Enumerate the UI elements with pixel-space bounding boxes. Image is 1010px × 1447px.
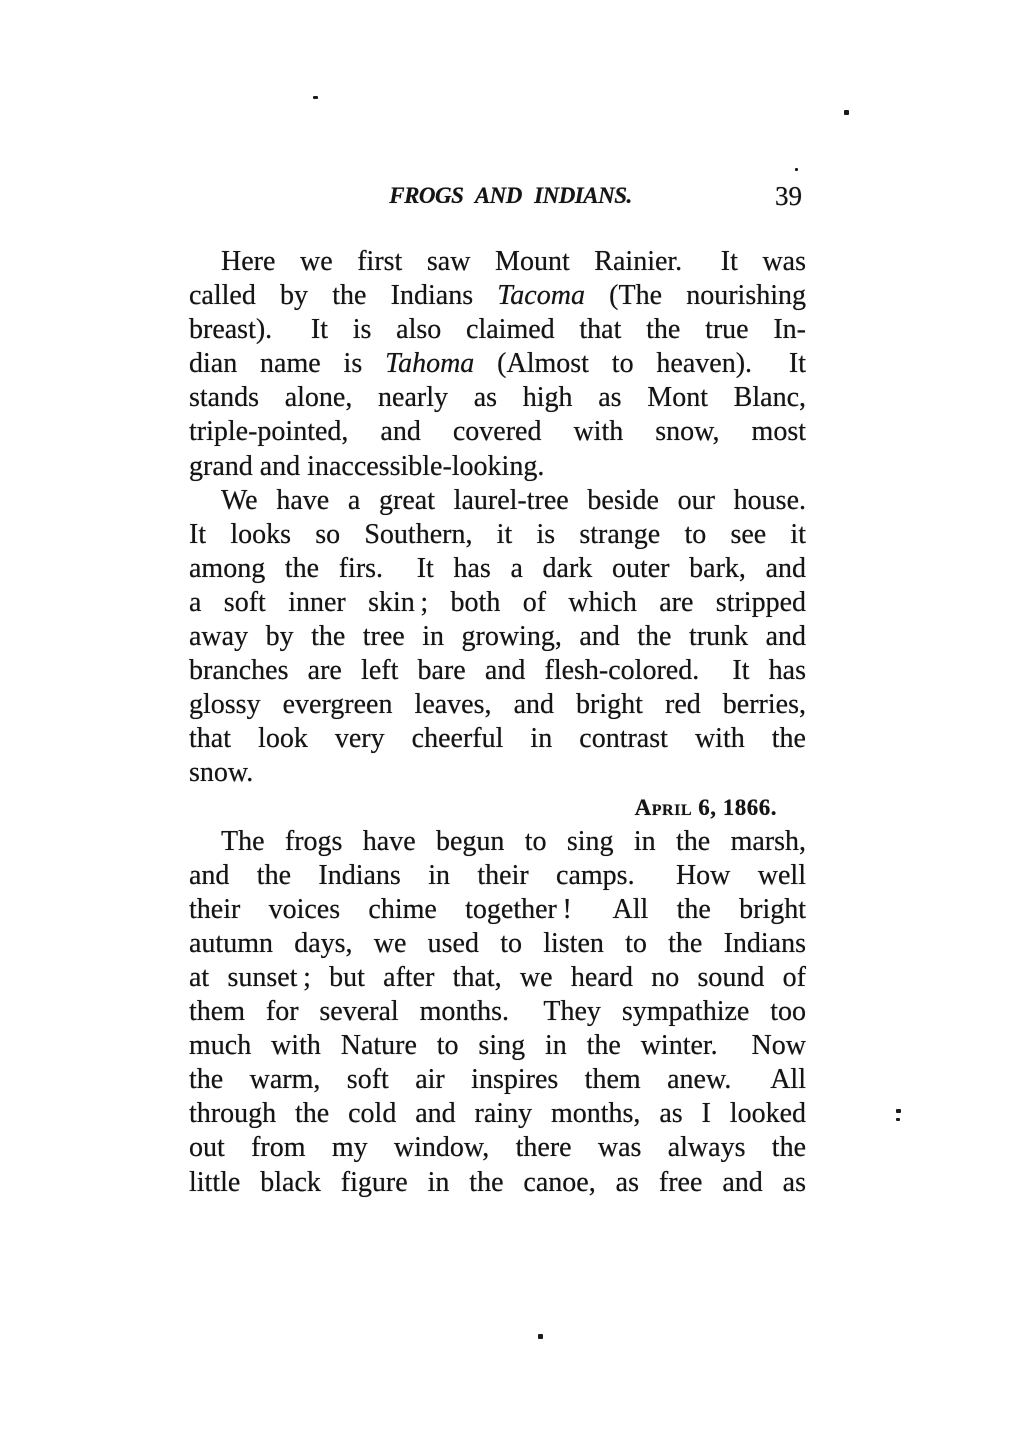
scan-speck bbox=[538, 1334, 543, 1339]
text-line: them for several months. They sympathize too bbox=[189, 996, 806, 1028]
text-line: Here we first saw Mount Rainier. It was bbox=[221, 246, 806, 277]
text-line: their voices chime together ! All the bright bbox=[189, 893, 806, 925]
text-line: that look very cheerful in contrast with the bbox=[189, 723, 806, 755]
text-line: a soft inner skin ; both of which are stripped bbox=[189, 586, 806, 618]
text-block bbox=[189, 245, 806, 1200]
date-heading: April 6, 1866. bbox=[634, 794, 777, 820]
text-line: It looks so Southern, it is strange to see it bbox=[189, 518, 806, 550]
running-head bbox=[189, 183, 806, 217]
scan-speck bbox=[896, 1109, 901, 1113]
text-line: at sunset ; but after that, we heard no sound of bbox=[189, 961, 806, 993]
text-line: triple-pointed, and covered with snow, most bbox=[189, 416, 806, 448]
text-line: We have a great laurel-tree beside our house. bbox=[221, 484, 806, 516]
text-line: autumn days, we used to listen to the Indians bbox=[189, 927, 806, 959]
text-line: among the firs. It has a dark outer bark, and bbox=[189, 552, 806, 584]
text-line: through the cold and rainy months, as I looked bbox=[189, 1098, 806, 1130]
text-line: dian name is Tahoma (Almost to heaven). It bbox=[189, 348, 806, 380]
running-title: FROGS AND INDIANS. bbox=[389, 183, 632, 208]
text-line: and the Indians in their camps. How well bbox=[189, 859, 806, 891]
text-line: called by the Indians Tacoma (The nourishing bbox=[189, 280, 806, 312]
text-line: breast). It is also claimed that the true In- bbox=[189, 314, 806, 346]
scan-speck bbox=[844, 110, 849, 115]
text-line: glossy evergreen leaves, and bright red berries, bbox=[189, 689, 806, 721]
text-line: branches are left bare and flesh-colored. It has bbox=[189, 655, 806, 687]
page-number: 39 bbox=[775, 181, 802, 211]
text-line: little black figure in the canoe, as free and as bbox=[189, 1166, 806, 1198]
text-line: out from my window, there was always the bbox=[189, 1132, 806, 1164]
text-line: The frogs have begun to sing in the marsh, bbox=[221, 825, 806, 857]
text-line: the warm, soft air inspires them anew. All bbox=[189, 1064, 806, 1096]
text-line: much with Nature to sing in the winter. Now bbox=[189, 1030, 806, 1062]
scan-speck bbox=[795, 168, 798, 171]
text-line: stands alone, nearly as high as Mont Blanc, bbox=[189, 382, 806, 414]
text-line: snow. bbox=[189, 757, 254, 789]
scan-speck bbox=[313, 96, 318, 99]
scan-speck bbox=[896, 1118, 900, 1121]
text-line: grand and inaccessible-looking. bbox=[189, 450, 545, 482]
text-line: away by the tree in growing, and the trunk and bbox=[189, 621, 806, 653]
